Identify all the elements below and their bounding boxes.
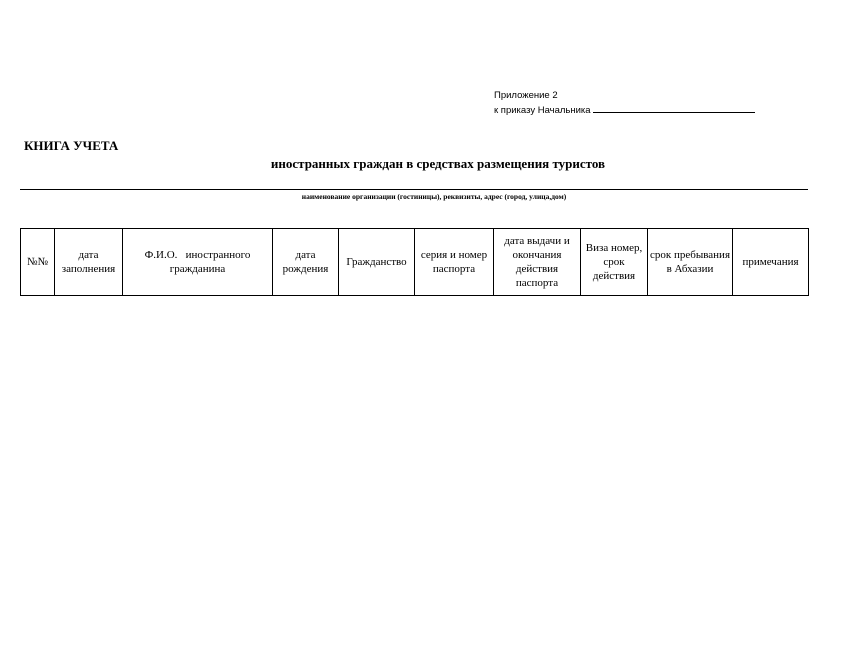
organization-caption: наименование организации (гостиницы), реквизиты, адрес (город, улица,дом) [301,192,567,201]
col-birth-date: дата рождения [273,229,339,296]
order-signature-underline [593,103,755,113]
book-title: КНИГА УЧЕТА [24,138,119,153]
appendix-number: Приложение 2 [494,90,558,101]
register-table [20,228,809,296]
col-fill-date: дата заполнения [55,229,123,296]
col-notes: примечания [733,229,809,296]
table-header-row [21,229,809,296]
col-visa: Виза номер, срок действия [581,229,648,296]
appendix-order-text: к приказу Начальника [494,105,591,116]
col-passport-dates: дата выдачи и окончания действия паспорта [494,229,581,296]
col-passport-number: серия и номер паспорта [415,229,494,296]
organization-name-rule [20,189,808,190]
col-citizenship: Гражданство [339,229,415,296]
appendix-order-line [494,103,755,118]
col-stay-period: срок пребывания в Абхазии [648,229,733,296]
appendix-note [494,88,755,118]
col-number: №№ [21,229,55,296]
book-subtitle: иностранных граждан в средствах размещения туристов [270,156,606,171]
col-full-name: Ф.И.О. иностранного гражданина [123,229,273,296]
